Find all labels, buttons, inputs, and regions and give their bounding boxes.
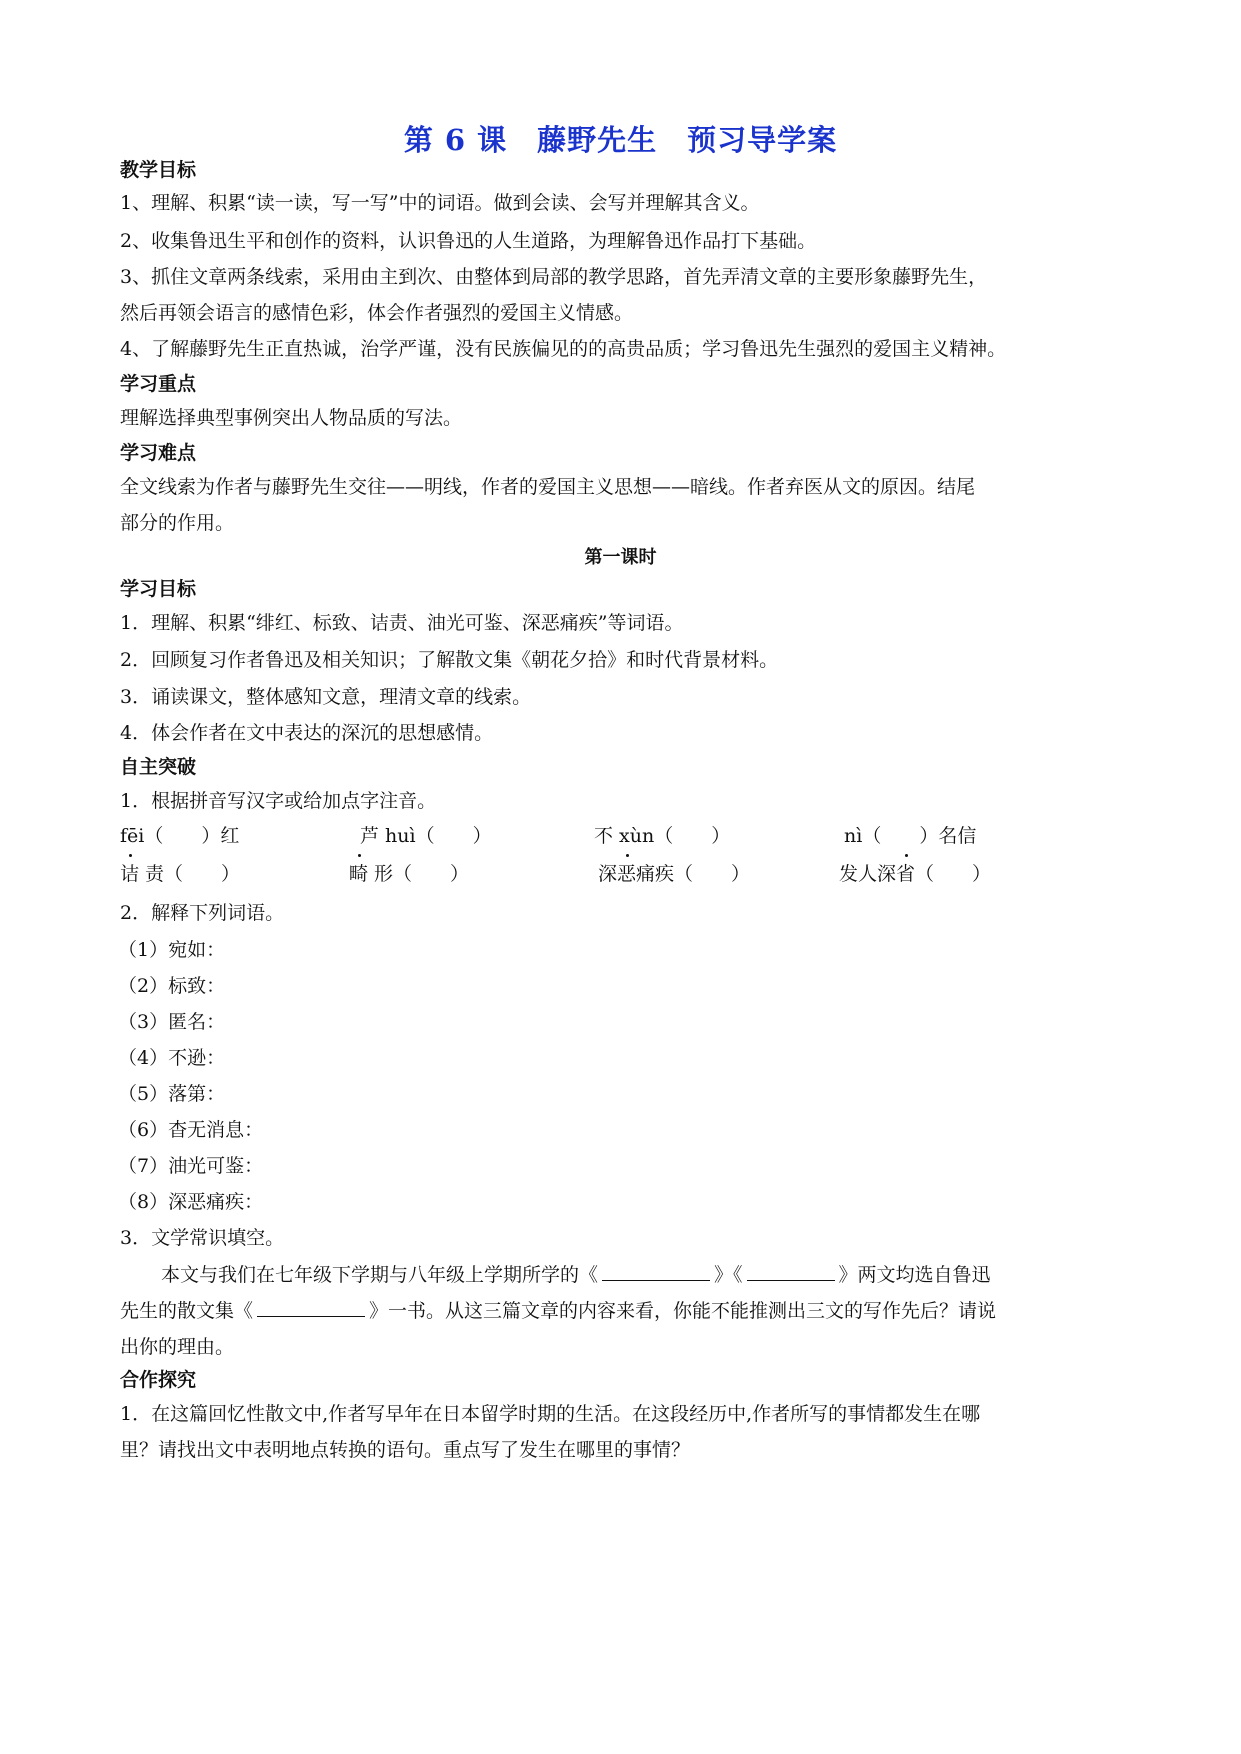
hanzi-item-pre: 深 — [598, 863, 618, 885]
blank-3[interactable] — [257, 1298, 365, 1317]
question-1: 1．根据拼音写汉字或给加点字注音。 — [120, 790, 437, 812]
hanzi-item-rest: 形（ ） — [368, 863, 470, 885]
lesson-heading: 第一课时 — [584, 547, 657, 568]
hanzi-item-shenwu — [598, 861, 750, 887]
fill-text: 》两文均选自鲁迅 — [838, 1264, 991, 1286]
hanzi-item-rest: （ ） — [915, 863, 992, 885]
page-title: 第 6 课 藤野先生 预习导学案 — [403, 123, 838, 157]
question-3: 3．文学常识填空。 — [120, 1227, 285, 1249]
hanzi-item-xing — [839, 861, 991, 887]
teaching-goals-heading: 教学目标 — [120, 159, 197, 181]
teaching-goal-3-cont: 然后再领会语言的感情色彩，体会作者强烈的爱国主义情感。 — [120, 302, 634, 324]
teaching-goal-2: 2、收集鲁迅生平和创作的资料，认识鲁迅的人生道路，为理解鲁迅作品打下基础。 — [120, 230, 817, 252]
pinyin-item-fei: fēi（ ）红 — [120, 825, 240, 847]
dotted-char: 诘 — [120, 863, 140, 885]
fill-text: 本文与我们在七年级下学期与八年级上学期所学的《 — [161, 1264, 599, 1286]
difficulties-line-1: 全文线索为作者与藤野先生交往——明线，作者的爱国主义思想——暗线。作者弃医从文的原因。结尾 — [120, 476, 976, 498]
cooperation-line-2: 里？请找出文中表明地点转换的语句。重点写了发生在哪里的事情？ — [120, 1439, 691, 1461]
self-study-heading: 自主突破 — [120, 756, 197, 778]
fill-line-3: 出你的理由。 — [120, 1336, 235, 1358]
blank-1[interactable] — [602, 1262, 710, 1281]
term-2: （2）标致： — [118, 975, 226, 997]
key-points-text: 理解选择典型事例突出人物品质的写法。 — [120, 407, 463, 429]
study-goal-1: 1．理解、积累“绯红、标致、诘责、油光可鉴、深恶痛疾”等词语。 — [120, 612, 684, 634]
fill-text: 先生的散文集《 — [120, 1300, 254, 1322]
study-goal-4: 4．体会作者在文中表达的深沉的思想感情。 — [120, 722, 494, 744]
fill-text: 》一书。从这三篇文章的内容来看，你能不能推测出三文的写作先后？请说 — [369, 1300, 997, 1322]
hanzi-item-rest: 责（ ） — [139, 863, 241, 885]
pinyin-item-hui: 芦 huì（ ） — [360, 825, 492, 847]
difficulties-line-2: 部分的作用。 — [120, 512, 235, 534]
teaching-goal-1: 1、理解、积累“读一读，写一写”中的词语。做到会读、会写并理解其含义。 — [120, 192, 760, 214]
term-4: （4）不逊： — [118, 1047, 226, 1069]
study-goal-3: 3．诵读课文，整体感知文意，理清文章的线索。 — [120, 686, 532, 708]
study-goals-heading: 学习目标 — [120, 578, 197, 600]
term-7: （7）油光可鉴： — [118, 1155, 264, 1177]
dotted-char: 省 — [896, 863, 916, 885]
difficulties-heading: 学习难点 — [120, 442, 197, 464]
dotted-char: 恶 — [617, 863, 637, 885]
cooperation-line-1: 1．在这篇回忆性散文中,作者写早年在日本留学时期的生活。在这段经历中,作者所写的事情都发生在哪 — [120, 1403, 981, 1425]
fill-text: 》《 — [714, 1264, 743, 1286]
pinyin-item-ni: nì（ ）名信 — [844, 825, 977, 847]
hanzi-item-pre: 发人深 — [839, 863, 897, 885]
pinyin-item-xun: 不 xùn（ ） — [594, 825, 731, 847]
teaching-goal-3: 3、抓住文章两条线索，采用由主到次、由整体到局部的教学思路，首先弄清文章的主要形象藤野先生， — [120, 266, 988, 288]
term-1: （1）宛如： — [118, 939, 226, 961]
fill-line-2 — [120, 1298, 996, 1324]
dotted-char: 畸 — [349, 863, 369, 885]
blank-2[interactable] — [747, 1262, 835, 1281]
study-goal-2: 2．回顾复习作者鲁迅及相关知识；了解散文集《朝花夕拾》和时代背景材料。 — [120, 649, 779, 671]
hanzi-item-jieze — [120, 861, 240, 887]
fill-line-1 — [161, 1262, 991, 1288]
key-points-heading: 学习重点 — [120, 373, 197, 395]
cooperation-heading: 合作探究 — [120, 1369, 197, 1391]
hanzi-item-rest: 痛疾（ ） — [636, 863, 751, 885]
term-5: （5）落第： — [118, 1083, 226, 1105]
term-6: （6）杳无消息： — [118, 1119, 264, 1141]
term-3: （3）匿名： — [118, 1011, 226, 1033]
hanzi-item-jixing — [349, 861, 469, 887]
question-2: 2．解释下列词语。 — [120, 902, 285, 924]
teaching-goal-4: 4、了解藤野先生正直热诚，治学严谨，没有民族偏见的的高贵品质；学习鲁迅先生强烈的爱国主义精神。 — [120, 338, 1007, 360]
term-8: （8）深恶痛疾： — [118, 1191, 264, 1213]
